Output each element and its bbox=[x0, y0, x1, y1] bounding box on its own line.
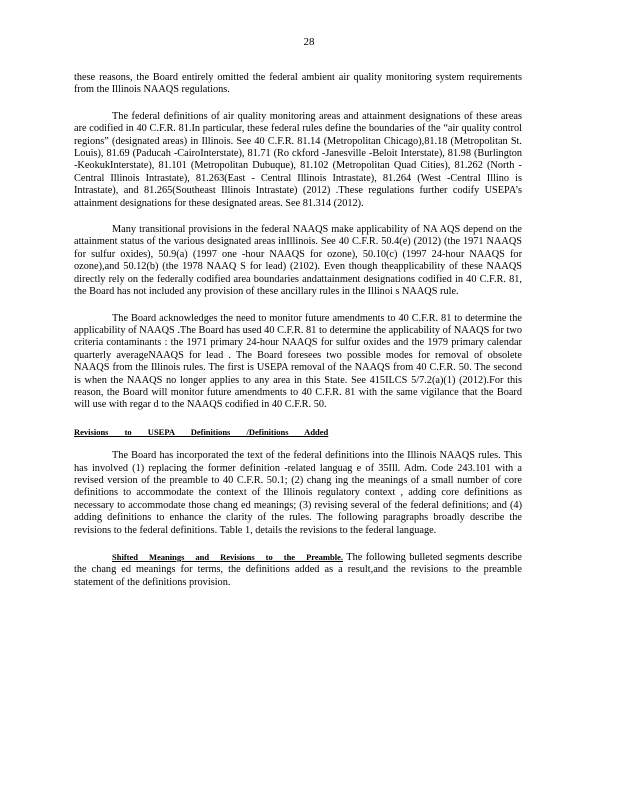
document-body bbox=[74, 72, 522, 603]
paragraph-1: these reasons, the Board entirely omitted the federal ambient air quality monitoring system requirements from the Illinois NAAQS regulations. bbox=[74, 72, 522, 96]
section-heading: Revisions to USEPA Definitions /Definitions Added bbox=[74, 426, 329, 437]
paragraph-6 bbox=[74, 551, 522, 589]
page-number: 28 bbox=[303, 36, 315, 48]
inline-heading: Shifted Meanings and Revisions to the Preamble. bbox=[112, 552, 343, 562]
paragraph-5: The Board has incorporated the text of the federal definitions into the Illinois NAAQS rules. This has involved (1) replacing the former definition -related languag e of 35Ill. Adm. Code 243.101 with a revised version of the preamble to 40 C.F.R. 50.1; (2) chang ing the meanings of a small number of core definitions to accommodate the context of the Illinois regulatory context , adding core definitions as necessary to accommodate those chang ed meanings; (3) revising several of the federal definitions; and (4) adding definitions to enhance the clarity of the rules. The following paragraphs broadly describe the revisions to the federal definitions. Table 1, details the revisions to the federal language. bbox=[74, 450, 522, 536]
paragraph-4: The Board acknowledges the need to monitor future amendments to 40 C.F.R. 81 to determine the applicability of NAAQS .The Board has used 40 C.F.R. 81 to determine the applicability of NAAQS for two criteria contaminants : the 1971 primary 24-hour NAAQS for sulfur oxides and the 1979 primary calendar quarterly averageNAAQS for lead . The Board foresees two possible modes for removal of obsolete NAAQS from the Illinois rules. The first is USEPA removal of the NAAQS from 40 C.F.R. 50. The second is when the NAAQS no longer applies to any area in this State. See 415ILCS 5/7.2(a)(1) (2012).For this reason, the Board will monitor future amendments to 40 C.F.R. 81 with the same vigilance that the Board will use with regar d to the NAAQS codified in 40 C.F.R. 50. bbox=[74, 312, 522, 411]
paragraph-3: Many transitional provisions in the federal NAAQS make applicability of NA AQS depend on the attainment status of the various designated areas inIllinois. See 40 C.F.R. 50.4(e) (2012) (the 1971 NAAQS for sulfur oxides), 50.9(a) (1997 one -hour NAAQS for ozone), 50.10(c) (1997 24-hour NAAQS for ozone),and 50.12(b) (the 1978 NAAQ S for lead) (2102). Even though theapplicability of these NAAQS directly rely on the federally codified area boundaries andattainment designations codified in 40 C.F.R. 81, the Board has not included any provision of these ancillary rules in the Illinoi s NAAQS rule. bbox=[74, 224, 522, 298]
paragraph-2: The federal definitions of air quality monitoring areas and attainment designations of these areas are codified in 40 C.F.R. 81.In particular, these federal rules define the boundaries of the “air quality control regions” (designated areas) in Illinois. See 40 C.F.R. 81.14 (Metropolitan Chicago),81.18 (Metropolitan St. Louis), 81.69 (Paducah -CairoInterstate), 81.71 (Ro ckford -Janesville -Beloit Interstate), 81.98 (Burlington -KeokukInterstate), 81.101 (Metropolitan Dubuque), 81.102 (Metropolitan Quad Cities), 81.262 (North -Central Illinois Intrastate), 81.263(East - Central Illinois Intrastate), 81.264 (West -Central Illino is Intrastate), and 81.265(Southeast Illinois Intrastate) (2012) .These regulations further codify USEPA’s attainment designations for these designated areas. See 81.314 (2012). bbox=[74, 110, 522, 209]
paragraph-6-text: The following bulleted segments describe the chang ed meanings for terms, the definitions added as a result,and the revisions to the preamble statement of the definitions provision. bbox=[74, 552, 522, 588]
